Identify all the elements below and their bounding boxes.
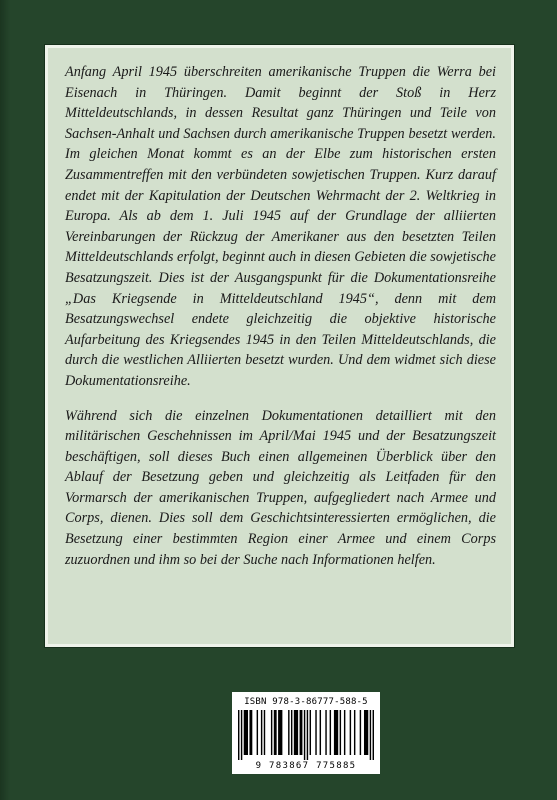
spine-shadow xyxy=(0,0,10,800)
barcode-bar xyxy=(244,710,248,755)
isbn-label: ISBN 978-3-86777-588-5 xyxy=(244,697,368,707)
barcode-bar xyxy=(325,710,326,755)
barcode-bar xyxy=(274,710,277,755)
isbn-barcode xyxy=(232,692,380,774)
barcode-bar xyxy=(354,710,355,755)
barcode-bar xyxy=(307,710,308,760)
barcode-bar xyxy=(330,710,331,755)
barcode-bar xyxy=(241,710,242,760)
barcode-bar xyxy=(264,710,265,755)
ean-digits: 9 783867 775885 xyxy=(255,761,357,771)
barcode-bar xyxy=(271,710,272,755)
barcode-bar xyxy=(294,710,298,755)
barcode-bar xyxy=(344,710,345,755)
barcode-bar xyxy=(249,710,252,755)
barcode-bar xyxy=(310,710,311,755)
barcode-bar xyxy=(350,710,351,755)
barcode-bar xyxy=(278,710,282,755)
blurb-panel xyxy=(45,45,514,647)
barcode-bar xyxy=(291,710,292,755)
barcode-bar xyxy=(373,710,374,760)
barcode-bar xyxy=(370,710,371,760)
barcode-bar xyxy=(238,710,239,760)
barcode-bar xyxy=(334,710,338,755)
barcode-bar xyxy=(261,710,262,755)
blurb-paragraph-2: Während sich die einzelnen Dokumentationen detailliert mit den militärischen Geschehnissen im April/Mai 1945 und der Besatzungszeit beschäftigen, soll dieses Buch einen allgemeinen Überblick über den Ablauf der Besetzung geben und gleichzeitig als Leitfaden für den Vormarsch der amerikanischen Truppen, aufgegliedert nach Armee und Corps, dienen. Dies soll dem Geschichtsinteressierten ermöglichen, die Besetzung einer bestimmten Region einer Armee und einem Corps zuzuordnen und ihm so bei der Suche nach Informationen helfen. xyxy=(65,407,496,568)
barcode-bar xyxy=(257,710,258,755)
blurb-paragraph-1: Anfang April 1945 überschreiten amerikanische Truppen die Werra bei Eisenach in Thüringen. Damit beginnt der Stoß in Herz Mitteldeutschlands, in dessen Resultat ganz Thüringen und Teile von Sachsen-Anhalt und Sachsen durch amerikanische Truppen besetzt werden. Im gleichen Monat kommt es an der Elbe zum historischen ersten Zusammentreffen mit den verbündeten sowjetischen Truppen. Kurz darauf endet mit der Kapitulation der Deutschen Wehrmacht der 2. Weltkrieg in Europa. Als ab dem 1. Juli 1945 auf der Grundlage der alliierten Vereinbarungen der Rückzug der Amerikaner aus den besetzten Teilen Mitteldeutschlands erfolgt, beginnt auch in diesen Gebieten die sowjetische Besatzungszeit. Dies ist der Ausgangspunkt für die Dokumentationsreihe „Das Kriegsende in Mitteldeutschland 1945“, denn mit dem Besatzungswechsel endete gleichzeitig die objektive historische Aufarbeitung des Kriegsendes 1945 in den Teilen Mitteldeutschlands, die durch die westlichen Alliierten besetzt wurden. Und dem widmet sich diese Dokumentationsreihe. xyxy=(65,64,496,389)
barcode-bar xyxy=(320,710,321,755)
barcode-bar xyxy=(288,710,289,755)
barcode-bar xyxy=(360,710,361,755)
barcode-bar xyxy=(300,710,303,755)
barcode-bar xyxy=(340,710,341,755)
barcode-bars xyxy=(238,710,374,760)
barcode-bar xyxy=(304,710,305,760)
barcode-bar xyxy=(315,710,316,755)
barcode-bar xyxy=(364,710,368,755)
